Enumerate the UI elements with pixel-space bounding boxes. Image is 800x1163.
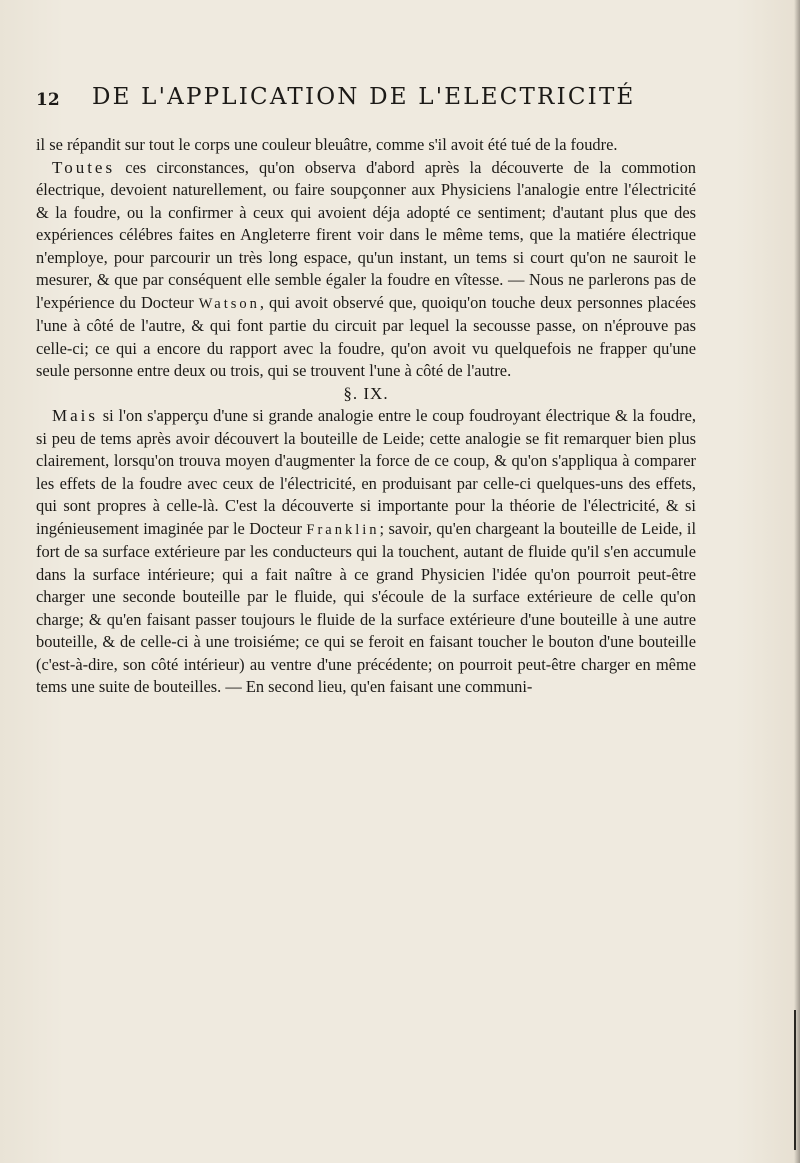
name-franklin: Franklin (306, 521, 380, 538)
paragraph-1 (36, 134, 696, 157)
scan-edge-shadow (794, 0, 800, 1163)
paragraph-2 (36, 157, 696, 383)
page-header (36, 84, 696, 116)
paragraph-2-lead: Toutes (52, 157, 116, 177)
page-number: 12 (36, 90, 60, 110)
margin-ink-mark (794, 1010, 796, 1150)
name-watson: Watson (198, 295, 260, 312)
paragraph-2-text-b: , qui avoit observé que, quoiqu'on touche deux personnes placées l'une à côté de l'autre, & qui font partie du circuit par lequel la secousse passe, on n'éprouve pas celle-ci; ce qui a encore du rapport avec la foudre, qu'on avoit vu quelquefois ne frapper qu'une seule personne entre deux ou trois, qui se trouvent l'une à côté de l'autre. (36, 292, 697, 380)
paragraph-3 (36, 405, 696, 699)
paragraph-3-text-b: ; savoir, qu'en chargeant la bouteille de Leide, il fort de sa surface extérieure par les conducteurs qui la touchent, autant de fluide qu'il s'en accumule dans la surface intérieure; qui a fait naître à ce grand Physicien l'idée qu'on pourroit peut-être charger une seconde bouteille par le fluide, qui s'écoule de la surface extérieure de celle qu'on charge; & qu'en faisant passer toujours le fluide de la surface extérieure d'une bouteille à une autre bouteille, & de celle-ci à une troisiéme; ce qui se feroit en faisant toucher le bouton d'une bouteille (c'est-à-dire, son côté intérieur) au ventre d'une précédente; on pourroit peut-être charger en même tems une suite de bouteilles. — En second lieu, qu'en faisant une communi- (36, 518, 696, 696)
paragraph-1-text: il se répandit sur tout le corps une couleur bleuâtre, comme s'il avoit été tué de la foudre. (36, 135, 618, 154)
running-head: DE L'APPLICATION DE L'ELECTRICITÉ (92, 84, 636, 110)
paragraph-3-text-a: si l'on s'apperçu d'une si grande analogie entre le coup foudroyant électrique & la foudre, si peu de tems après avoir découvert la bouteille de Leide; cette analogie se fit remarquer bien plus clairement, lorsqu'on trouva moyen d'augmenter la force de ce coup, & qu'on s'appliqua à comparer les effets de la foudre avec ceux de l'électricité, en produisant par celle-ci quelques-uns des effets, qui sont propres à celle-là. C'est la découverte si importante pour la théorie de l'électricité, & si ingénieusement imaginée par le Docteur (36, 406, 696, 538)
body-text (36, 134, 696, 699)
paragraph-3-lead: Mais (52, 406, 98, 425)
paragraph-2-text-a: ces circonstances, qu'on observa d'abord après la découverte de la commotion électrique, devoient naturellement, ou faire soupçonner aux Physiciens l'analogie entre l'électricité & la foudre, ou la confirmer à ceux qui avoient déja adopté ce sentiment; d'autant plus que des expériences célébres faites en Angleterre firent voir dans le même tems, que la matiére électrique n'employe, pour parcourir un très long espace, qu'un instant, un tems si court qu'on ne sauroit le mesurer, & que par conséquent elle semble égaler la foudre en vîtesse. — Nous ne parlerons pas de l'expérience du Docteur (36, 157, 696, 312)
section-heading: §. IX. (343, 383, 389, 403)
